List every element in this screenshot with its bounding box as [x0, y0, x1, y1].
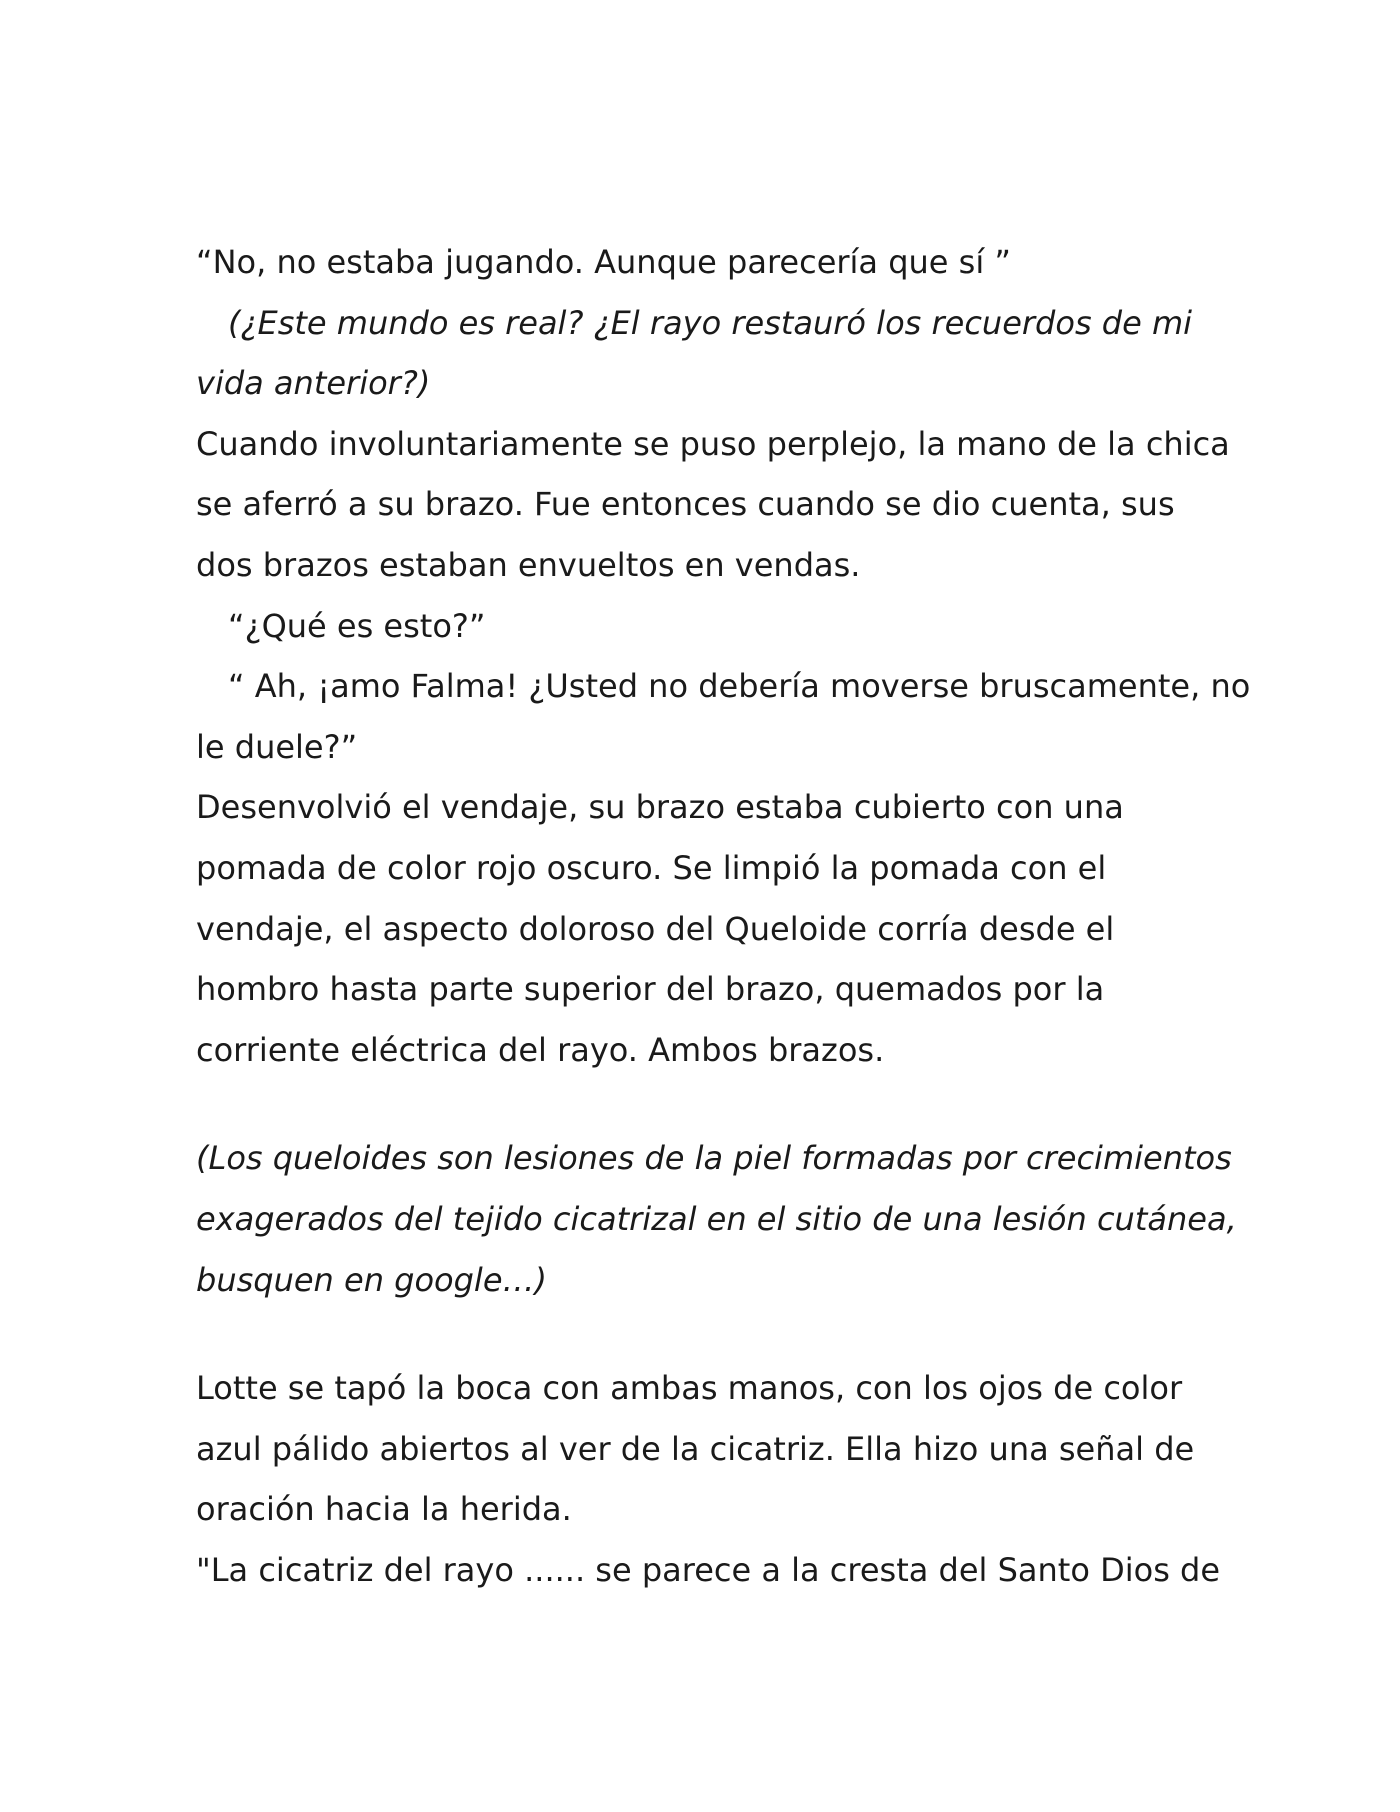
text-line-dialogue: “ Ah, ¡amo Falma! ¿Usted no debería moverse bruscamente, no: [228, 667, 1251, 706]
text-line-thought: (¿Este mundo es real? ¿El rayo restauró los recuerdos de mi: [228, 303, 1193, 342]
text-line: corriente eléctrica del rayo. Ambos brazos.: [196, 1030, 885, 1069]
text-line: Cuando involuntariamente se puso perplejo, la mano de la chica: [196, 424, 1230, 463]
paragraph-gap: [196, 1080, 1236, 1128]
text-line-note: busquen en google…): [196, 1260, 547, 1299]
text-line: vendaje, el aspecto doloroso del Queloide corría desde el: [196, 909, 1115, 948]
text-line: oración hacia la herida.: [196, 1490, 572, 1529]
paragraph-gap: [196, 1310, 1236, 1358]
text-line-dialogue: “No, no estaba jugando. Aunque parecería que sí ”: [196, 243, 1011, 281]
text-line: azul pálido abiertos al ver de la cicatriz. Ella hizo una señal de: [196, 1429, 1195, 1468]
text-line: hombro hasta parte superior del brazo, quemados por la: [196, 970, 1105, 1009]
text-line-dialogue: “¿Qué es esto?”: [228, 606, 486, 645]
text-line: dos brazos estaban envueltos en vendas.: [196, 545, 861, 584]
text-line-dialogue: "La cicatriz del rayo ...... se parece a la cresta del Santo Dios de: [196, 1550, 1221, 1589]
text-line-note: exagerados del tejido cicatrizal en el sitio de una lesión cutánea,: [196, 1199, 1237, 1238]
text-line-thought: vida anterior?): [196, 364, 431, 403]
text-line: Lotte se tapó la boca con ambas manos, con los ojos de color: [196, 1369, 1183, 1408]
body-text: [196, 232, 1251, 1600]
text-line: Desenvolvió el vendaje, su brazo estaba cubierto con una: [196, 788, 1124, 827]
text-line: se aferró a su brazo. Fue entonces cuando se dio cuenta, sus: [196, 485, 1175, 524]
text-line: pomada de color rojo oscuro. Se limpió la pomada con el: [196, 848, 1107, 887]
text-line-dialogue: le duele?”: [196, 727, 358, 766]
text-line-note: (Los queloides son lesiones de la piel formadas por crecimientos: [196, 1139, 1232, 1178]
